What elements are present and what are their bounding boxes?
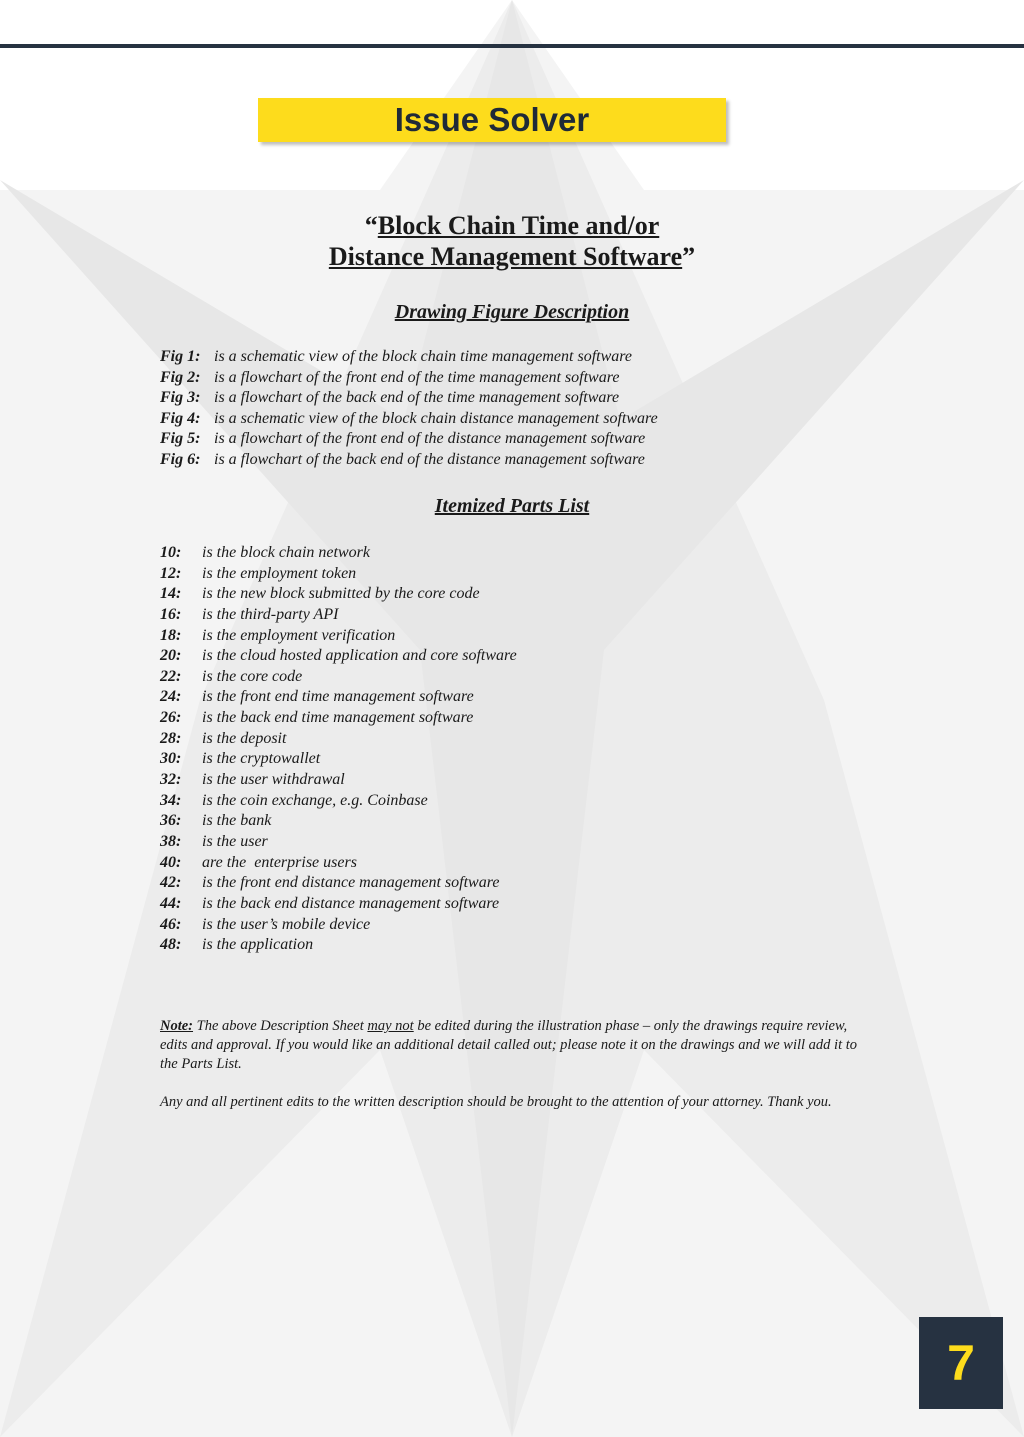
header-banner (258, 98, 726, 142)
list-item: 30: is the cryptowallet (160, 750, 321, 768)
note-paragraph: Note: The above Description Sheet may not be edited during the illustration phase – only the drawings require review, edits and approval. If you would like an additional detail called out; please note it on the drawings and we will add it to the Parts List. (160, 1018, 858, 1072)
title-close-quote: ” (682, 242, 696, 271)
list-item: 38: is the user (160, 832, 268, 850)
list-item: 16: is the third-party API (160, 605, 339, 623)
figure-list (160, 347, 800, 471)
title-open-quote: “ (364, 211, 378, 240)
list-item: Fig 6: is a flowchart of the back end of the distance management software (160, 450, 645, 468)
list-item: 22: is the core code (160, 667, 303, 685)
list-item: 14: is the new block submitted by the core code (160, 585, 480, 603)
list-item: 44: is the back end distance management software (160, 894, 500, 912)
list-item: Fig 4: is a schematic view of the block chain distance management software (160, 409, 658, 427)
top-rule (0, 44, 1024, 48)
list-item: 12: is the employment token (160, 564, 357, 582)
list-item: Fig 2: is a flowchart of the front end of the time management software (160, 368, 620, 386)
parts-list (160, 543, 760, 956)
list-item: 42: is the front end distance management software (160, 874, 500, 892)
document-title (0, 210, 1024, 272)
list-item: Fig 3: is a flowchart of the back end of the time management software (160, 389, 620, 407)
note-emphasis: may not (367, 1018, 414, 1034)
list-item: 36: is the bank (160, 812, 272, 830)
list-item: 40: are the enterprise users (160, 853, 357, 871)
figures-heading: Drawing Figure Description (394, 301, 630, 323)
list-item: 20: is the cloud hosted application and core software (160, 647, 517, 665)
list-item: 48: is the application (160, 936, 314, 954)
list-item: 32: is the user withdrawal (160, 771, 345, 789)
note-label: Note: (160, 1018, 194, 1034)
parts-heading: Itemized Parts List (434, 495, 590, 517)
title-line-2: Distance Management Software (328, 242, 683, 271)
page-number: 7 (947, 1335, 975, 1391)
closing-paragraph: Any and all pertinent edits to the written description should be brought to the attention of your attorney. Thank you. (160, 1094, 832, 1110)
list-item: 18: is the employment verification (160, 626, 396, 644)
list-item: 46: is the user’s mobile device (160, 915, 371, 933)
list-item: 26: is the back end time management software (160, 709, 474, 727)
list-item: Fig 5: is a flowchart of the front end of the distance management software (160, 430, 646, 448)
banner-title: Issue Solver (394, 101, 590, 138)
list-item: Fig 1: is a schematic view of the block chain time management software (160, 348, 632, 365)
list-item: 34: is the coin exchange, e.g. Coinbase (160, 791, 428, 809)
list-item: 24: is the front end time management software (160, 688, 474, 706)
list-item: 10: is the block chain network (160, 544, 370, 561)
title-line-1: Block Chain Time and/or (377, 211, 660, 240)
page-number-box (919, 1317, 1003, 1409)
list-item: 28: is the deposit (160, 729, 287, 747)
